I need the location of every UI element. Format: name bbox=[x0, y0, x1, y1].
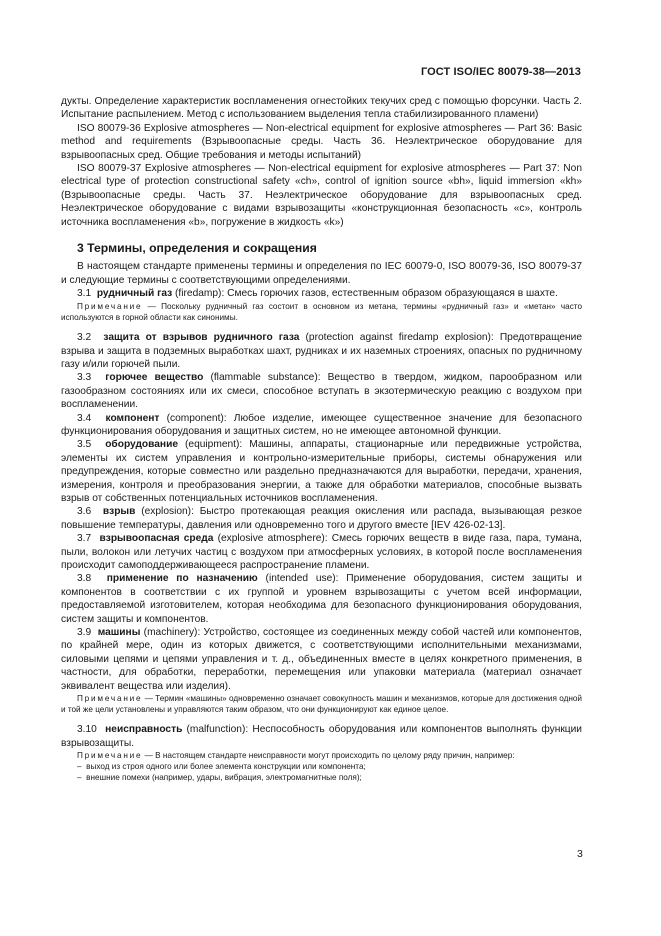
note-list-item: – внешние помехи (например, удары, вибрация, электромагнитные поля); bbox=[77, 773, 362, 783]
note-text: — В настоящем стандарте неисправности могут происходить по целому ряду причин, например: bbox=[142, 751, 515, 761]
term-name: взрывоопасная среда bbox=[99, 533, 214, 545]
term-definition: (flammable substance): Вещество в твердом, жидком, парообразном или газообразном состояниях или их смеси, способное вступать в экзотермическую реакцию с воздухом при воспламенении. bbox=[61, 372, 582, 411]
term-name: защита от взрывов рудничного газа bbox=[103, 332, 300, 344]
term-name: взрыв bbox=[102, 506, 136, 518]
term-number: 3.5 bbox=[77, 439, 92, 451]
term-name: оборудование bbox=[105, 439, 179, 451]
term-name: горючее вещество bbox=[105, 372, 204, 384]
note-list-item: – выход из строя одного или более элемента конструкции или компонента; bbox=[77, 762, 366, 772]
term-number: 3.1 bbox=[77, 288, 92, 300]
term-definition: (intended use): Применение оборудования, систем защиты и компонентов в соответствии с их группой и уровнем взрывозащиты с учетом всей информации, предоставляемой изготовителем, которая необходима для безопасного функционирования оборудования, систем защиты и компонентов. bbox=[61, 573, 582, 625]
term-3-9 bbox=[61, 626, 582, 693]
term-number: 3.4 bbox=[77, 412, 92, 424]
term-number: 3.9 bbox=[77, 627, 92, 639]
note-label: Примечание bbox=[77, 751, 143, 761]
note-label: Примечание bbox=[77, 694, 143, 704]
note-text: — Поскольку рудничный газ состоит в основном из метана, термины «рудничный газ» и «метан» часто используются в горной области как синонимы. bbox=[61, 301, 582, 322]
term-definition: (machinery): Устройство, состоящее из соединенных между собой частей или компонентов, по крайней мере, один из которых движется, с соответствующими исполнительными механизмами, силовыми цепями и цепями управления и т. д., объединенных вместе в целях конкретного применения, в частности, для обработки, переработки, перемещения или упаковки материала (материал означает эквивалент вещества или изделия). bbox=[61, 627, 582, 692]
term-number: 3.3 bbox=[77, 372, 92, 384]
note-2 bbox=[61, 693, 582, 715]
term-3-7 bbox=[61, 532, 582, 572]
term-definition: (explosion): Быстро протекающая реакция окисления или распада, вызывающая резкое повышение температуры, давления или одновременно того и другого вместе [IEV 426-02-13]. bbox=[61, 506, 582, 531]
term-name: неисправность bbox=[105, 724, 183, 736]
term-definition: (malfunction): Неспособность оборудования или компонентов выполнять функции взрывозащиты. bbox=[61, 724, 583, 749]
note-text: — Термин «машины» одновременно означает совокупность машин и механизмов, которые для достижения одной и той же цели установлены и управляются таким образом, что они функционируют как единое целое. bbox=[61, 694, 582, 715]
document-code-header: ГОСТ ISO/IEC 80079-38—2013 bbox=[420, 66, 581, 78]
term-name: применение по назначению bbox=[106, 573, 258, 585]
term-3-1 bbox=[61, 287, 582, 300]
term-3-3 bbox=[61, 371, 582, 411]
note-label: Примечание bbox=[77, 301, 143, 311]
term-definition: (firedamp): Смесь горючих газов, естественным образом образующаяся в шахте. bbox=[172, 288, 558, 300]
intro-paragraph-2: ISO 80079-36 Explosive atmospheres — Non-electrical equipment for explosive atmospheres — Part 36: Basic method and requirements (Взрывоопасные среды. Часть 36. Неэлектрическое оборудование для взрывоопасных сред. Общие требования и методы испытаний) bbox=[61, 122, 582, 161]
note-3 bbox=[61, 750, 582, 761]
section-intro: В настоящем стандарте применены термины и определения по IEC 60079-0, ISO 80079-36, ISO 80079-37 и следующие термины с соответствующими определениями. bbox=[61, 261, 582, 286]
intro-paragraph-3: ISO 80079-37 Explosive atmospheres — Non-electrical equipment for explosive atmospheres — Part 37: Non electrical type of protection constructional safety «ch», control of ignition source «bh», liquid immersion «kh» (Взрывоопасные среды. Часть 37. Неэлектрическое оборудование для взрывоопасных сред. Неэлектрическое оборудование с видами взрывозащиты «конструкционная безопасность «c», контроль источника воспламенения «b», погружение в жидкость «k») bbox=[61, 163, 582, 228]
term-name: рудничный газ bbox=[96, 288, 173, 300]
term-3-2 bbox=[61, 331, 582, 371]
section-heading: 3 Термины, определения и сокращения bbox=[77, 241, 317, 256]
term-3-5 bbox=[61, 438, 582, 505]
note-1 bbox=[61, 301, 582, 323]
term-name: машины bbox=[97, 627, 141, 639]
page-number: 3 bbox=[577, 848, 583, 860]
document-body bbox=[61, 95, 582, 783]
term-name: компонент bbox=[105, 412, 160, 424]
term-number: 3.7 bbox=[77, 533, 92, 545]
term-3-10 bbox=[61, 723, 582, 750]
term-number: 3.2 bbox=[77, 332, 92, 344]
term-3-8 bbox=[61, 572, 582, 626]
term-3-6 bbox=[61, 505, 582, 532]
term-definition: (component): Любое изделие, имеющее существенное значение для безопасного функционирования оборудования и защитных систем, но не имеющее автономной функции. bbox=[61, 412, 582, 437]
term-3-4 bbox=[61, 412, 582, 439]
term-definition: (equipment): Машины, аппараты, стационарные или передвижные устройства, элементы их систем управления и контрольно-измерительные приборы, системы обнаружения или предупреждения, которые совместно или раздельно предназначаются для выработки, передачи, хранения, измерения, контроля и преобразования энергии, а также для обработки материалов, способные вызвать взрыв от собственных потенциальных источников воспламенения. bbox=[61, 439, 582, 504]
term-number: 3.6 bbox=[77, 506, 92, 518]
intro-paragraph-1: дукты. Определение характеристик воспламенения огнестойких текучих сред с помощью форсунки. Часть 2. Испытание распылением. Метод с использованием выделения тепла стабилизированного пламени) bbox=[61, 96, 582, 121]
term-number: 3.10 bbox=[77, 724, 97, 736]
term-definition: (protection against firedamp explosion): Предотвращение взрыва и защита в подземных выработках шахт, рудниках и их наземных строениях, опасных по рудничному газу и/или горючей пыли. bbox=[61, 332, 582, 370]
term-number: 3.8 bbox=[77, 573, 92, 585]
term-definition: (explosive atmosphere): Смесь горючих веществ в виде газа, пара, тумана, пыли, волокон или летучих частиц с воздухом при атмосферных условиях, в которой после воспламенения происходит самоподдерживающееся распространение пламени. bbox=[61, 533, 582, 571]
